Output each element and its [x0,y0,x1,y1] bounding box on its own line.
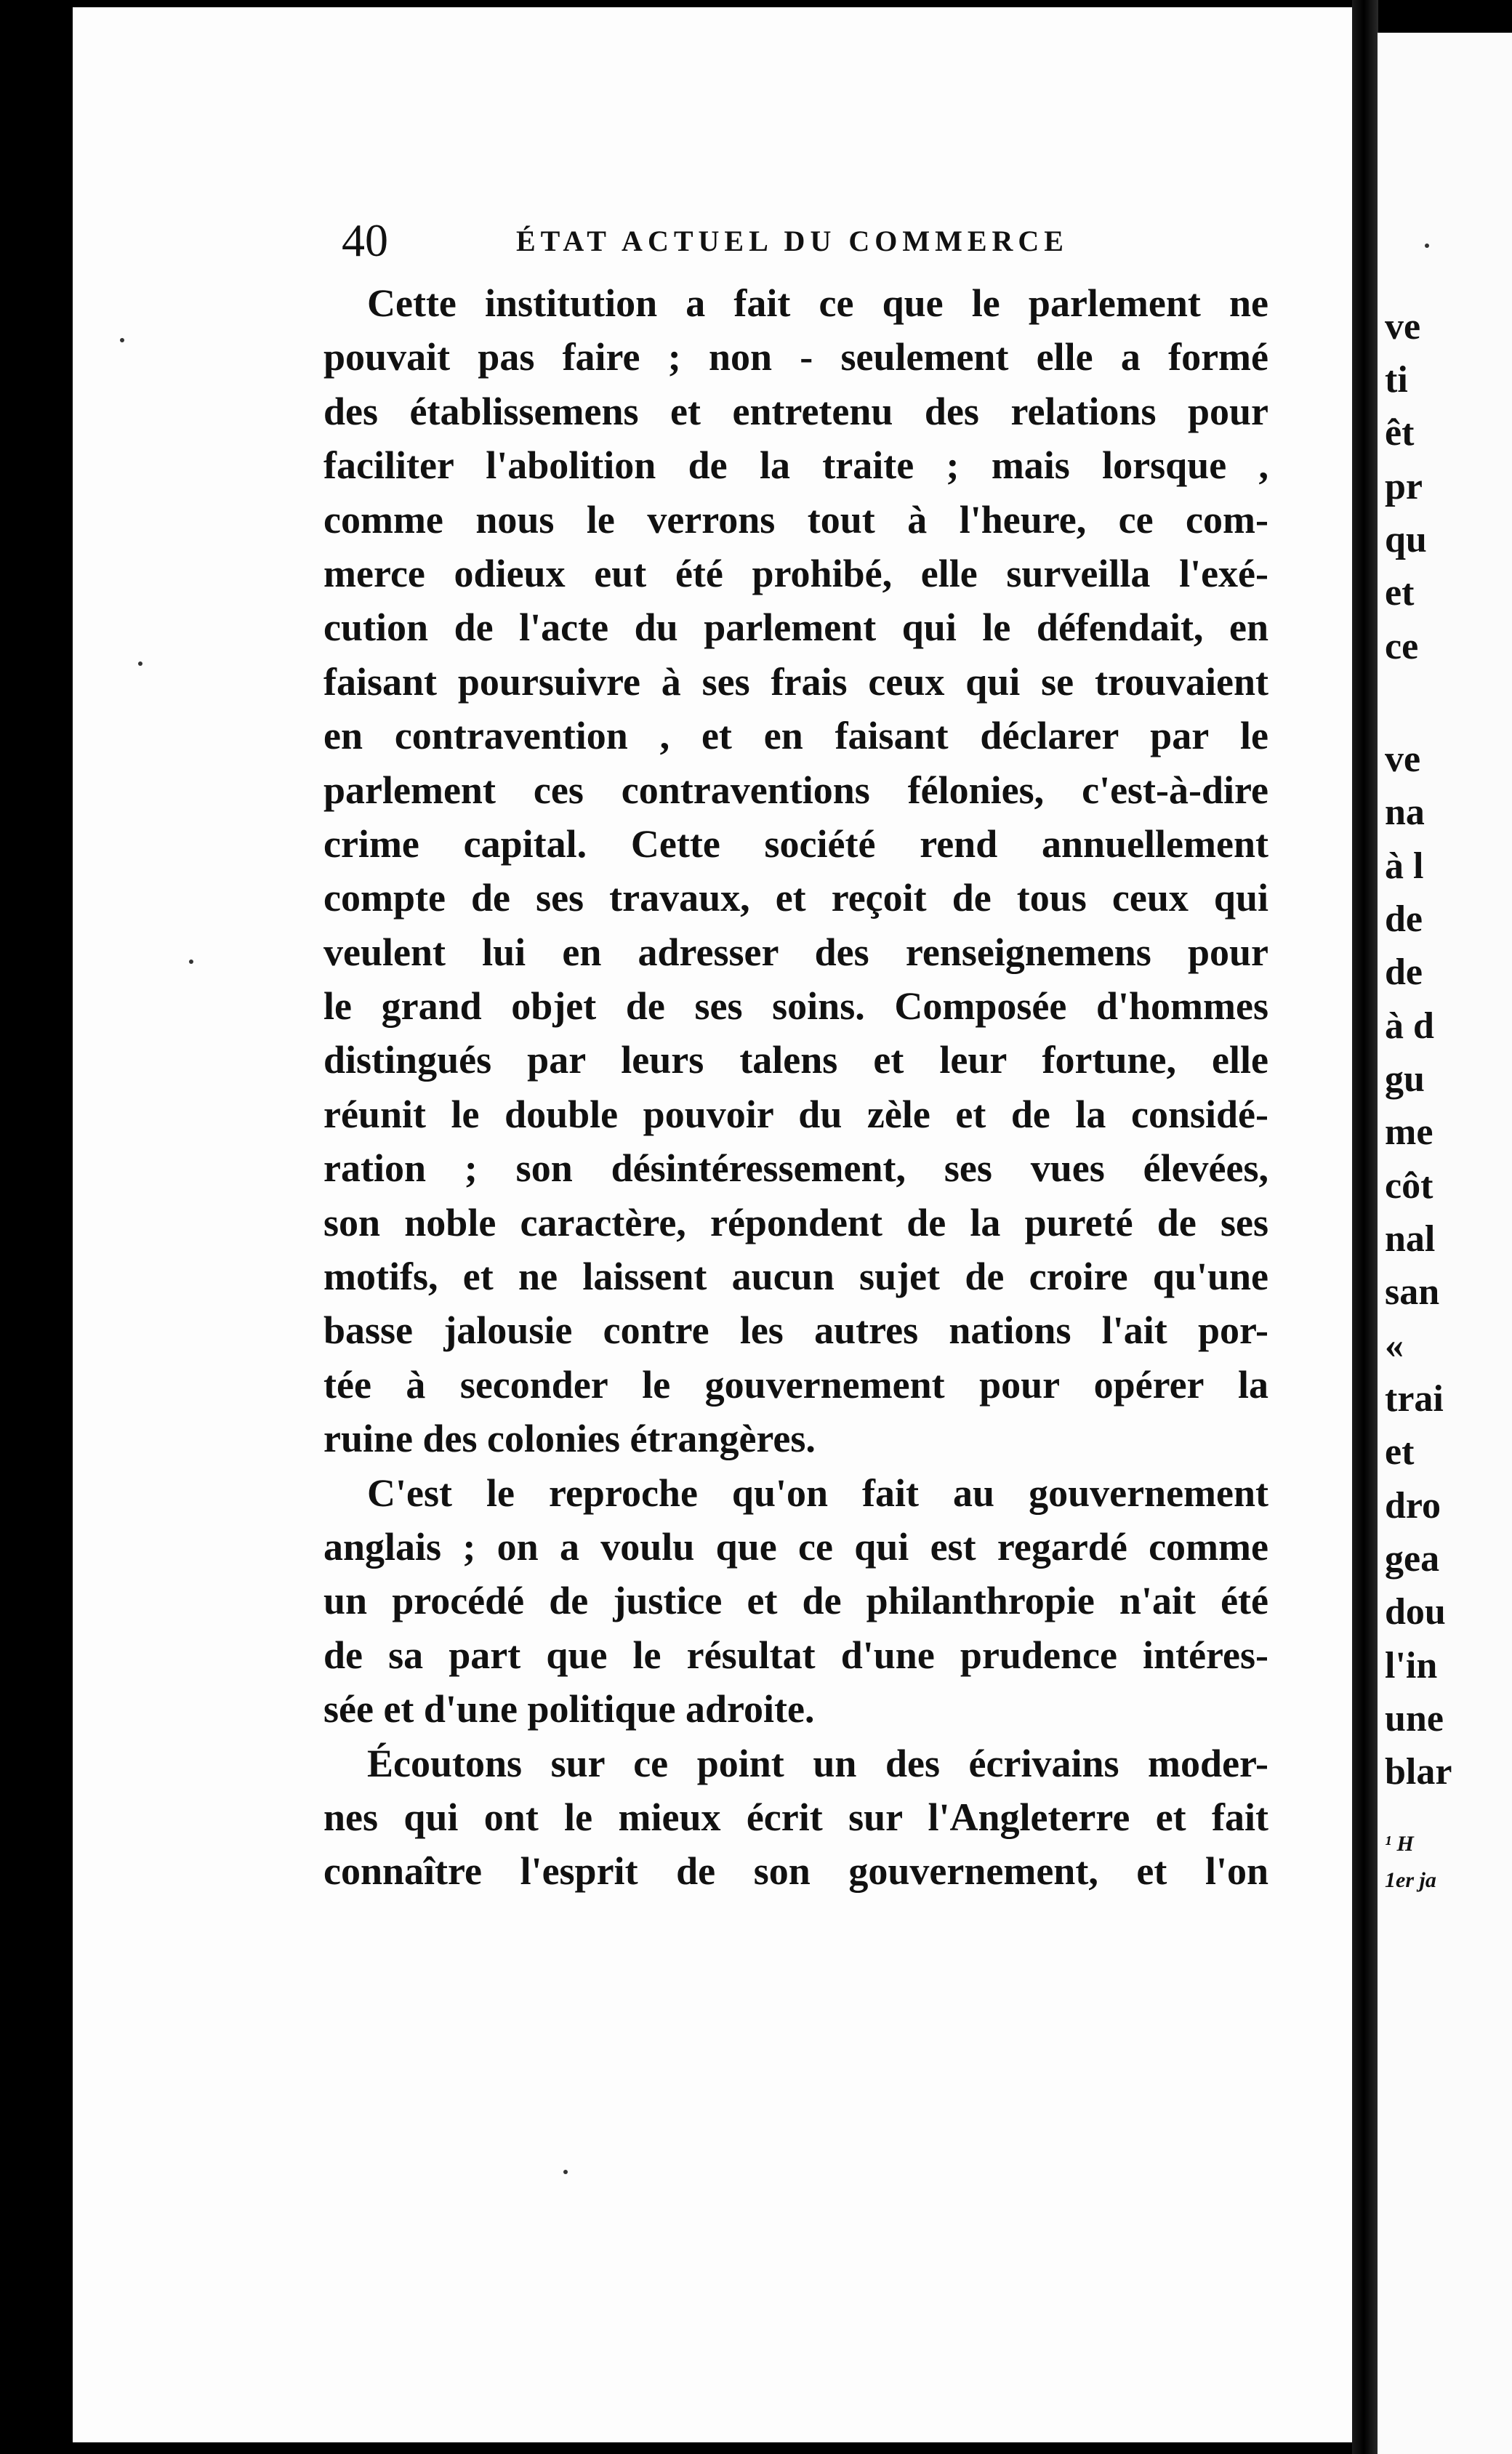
fragment: qu [1385,519,1427,560]
text-line: ration ; son désintéressement, ses vues élevées, [323,1146,1268,1191]
print-speck [138,661,142,666]
text-line: tée à seconder le gouvernement pour opérer la [323,1362,1268,1407]
footnote-fragment: ¹ H [1385,1832,1414,1856]
print-speck [1425,244,1429,248]
text-line: nes qui ont le mieux écrit sur l'Angleterre et fait [323,1795,1268,1839]
fragment: de [1385,952,1423,993]
footnote-fragment: 1er ja [1385,1868,1436,1892]
fragment: pr [1385,466,1423,507]
fragment: ve [1385,306,1421,347]
text-line: anglais ; on a voulu que ce qui est regardé comme [323,1524,1268,1569]
book-gutter [1352,0,1378,2454]
text-line: un procédé de justice et de philanthropie n'ait été [323,1579,1268,1623]
fragment: à l [1385,845,1424,887]
text-line: motifs, et ne laissent aucun sujet de croire qu'une [323,1255,1268,1299]
fragment: dro [1385,1485,1441,1526]
text-line: des établissemens et entretenu des relations pour [323,389,1268,433]
print-speck [120,338,124,342]
text-line: faisant poursuivre à ses frais ceux qui se trouvaient [323,659,1268,704]
fragment: san [1385,1271,1440,1313]
text-line: pouvait pas faire ; non - seulement elle a formé [323,335,1268,379]
text-line: compte de ses travaux, et reçoit de tous ceux qui [323,876,1268,920]
text-line: comme nous le verrons tout à l'heure, ce com- [323,497,1268,542]
fragment: ve [1385,739,1421,780]
text-line: ruine des colonies étrangères. [323,1417,816,1461]
fragment: et [1385,1431,1415,1473]
fragment: de [1385,898,1423,940]
fragment: nal [1385,1218,1436,1260]
text-line: faciliter l'abolition de la traite ; mais lorsque , [323,443,1268,488]
text-line: de sa part que le résultat d'une prudence intéres- [323,1633,1268,1677]
fragment: gea [1385,1538,1440,1580]
text-line: parlement ces contraventions félonies, c'est-à-dire [323,768,1268,812]
text-line: son noble caractère, répondent de la pureté de ses [323,1200,1268,1244]
fragment: et [1385,572,1415,614]
text-line: réunit le double pouvoir du zèle et de la considé- [323,1092,1268,1136]
text-line: distingués par leurs talens et leur fortune, elle [323,1038,1268,1082]
fragment: « [1385,1325,1404,1367]
fragment: blar [1385,1751,1452,1793]
fragment: me [1385,1111,1433,1153]
fragment: l'in [1385,1645,1438,1686]
text-line: C'est le reproche qu'on fait au gouvernement [367,1471,1268,1515]
text-line: cution de l'acte du parlement qui le défendait, en [323,606,1268,650]
fragment: êt [1385,412,1415,454]
fragment: à d [1385,1005,1434,1047]
body-text [323,276,1268,1899]
text-line: connaître l'esprit de son gouvernement, et l'on [323,1849,1268,1894]
fragment: na [1385,792,1425,833]
text-line: Écoutons sur ce point un des écrivains moder- [367,1741,1268,1785]
print-speck [563,2170,568,2174]
text-line: basse jalousie contre les autres nations l'ait por- [323,1308,1268,1353]
text-line: sée et d'une politique adroite. [323,1687,815,1731]
text-line: en contravention , et en faisant déclarer par le [323,714,1268,758]
fragment: gu [1385,1058,1425,1100]
page-number: 40 [342,214,388,266]
text-line: Cette institution a fait ce que le parlement ne [367,281,1268,325]
fragment: ti [1385,359,1408,401]
fragment: côt [1385,1165,1433,1207]
print-speck [189,960,193,964]
text-line: veulent lui en adresser des renseignemens pour [323,930,1268,974]
fragment: ce [1385,626,1419,667]
page-header [342,208,1287,273]
running-title: ÉTAT ACTUEL DU COMMERCE [516,225,1069,257]
fragment: trai [1385,1378,1444,1420]
fragment: une [1385,1698,1444,1739]
text-line: crime capital. Cette société rend annuellement [323,821,1268,866]
text-line: merce odieux eut été prohibé, elle surveilla l'exé- [323,551,1268,595]
text-line: le grand objet de ses soins. Composée d'hommes [323,984,1268,1029]
fragment: dou [1385,1591,1446,1633]
